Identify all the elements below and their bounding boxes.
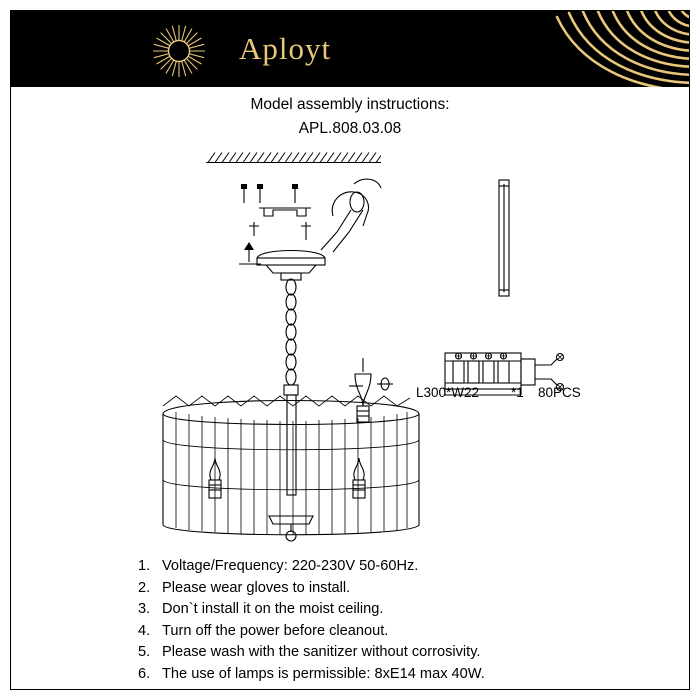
- list-item-text: Please wash with the sanitizer without corrosivity.: [162, 644, 481, 660]
- pack-count-label: 80PCS: [538, 385, 581, 400]
- list-item-number: 5.: [138, 644, 151, 660]
- brand-wordmark: Aployt: [239, 31, 332, 66]
- list-item: [138, 556, 658, 578]
- model-number: APL.808.03.08: [298, 120, 402, 137]
- list-item: [138, 599, 658, 621]
- list-item: [138, 621, 658, 643]
- tube-quantity-label: *1: [511, 385, 524, 400]
- page-title: Model assembly instructions:: [250, 96, 450, 113]
- sunburst-icon: [151, 23, 207, 79]
- chain-icon: [286, 279, 296, 385]
- canopy-icon: [257, 251, 325, 281]
- ceiling-hook-icon: [321, 179, 381, 252]
- terminal-block-icon: [439, 345, 579, 415]
- assembly-diagram: [11, 140, 689, 550]
- list-item: [138, 642, 658, 664]
- list-item-text: Voltage/Frequency: 220-230V 50-60Hz.: [162, 558, 419, 574]
- list-item-number: 2.: [138, 579, 151, 596]
- list-item-text: The use of lamps is permissible: 8xE14 max 40W.: [162, 665, 485, 682]
- list-item-number: 6.: [138, 665, 151, 682]
- list-item: [138, 578, 658, 600]
- list-item-text: Please wear gloves to install.: [162, 579, 351, 596]
- drum-chandelier-icon: [11, 140, 689, 550]
- list-item-number: 3.: [138, 601, 151, 617]
- tube-spec-label: L300*W22: [416, 385, 480, 400]
- list-item-text: Turn off the power before cleanout.: [162, 622, 389, 639]
- mounting-bracket-icon: [239, 184, 311, 264]
- instruction-list: [138, 556, 658, 685]
- candle-bulb-icon: [353, 458, 365, 498]
- list-item-number: 4.: [138, 622, 151, 639]
- tube-part-icon: [493, 178, 515, 298]
- bulb-callout-icon: [349, 358, 393, 422]
- list-item-text: Don`t install it on the moist ceiling.: [162, 601, 384, 617]
- shade-icon: [163, 396, 419, 535]
- brand-banner: [11, 11, 689, 87]
- list-item-number: 1.: [138, 558, 151, 574]
- title-block: [0, 96, 700, 138]
- list-item: [138, 664, 658, 686]
- fan-rays-icon: [449, 11, 689, 87]
